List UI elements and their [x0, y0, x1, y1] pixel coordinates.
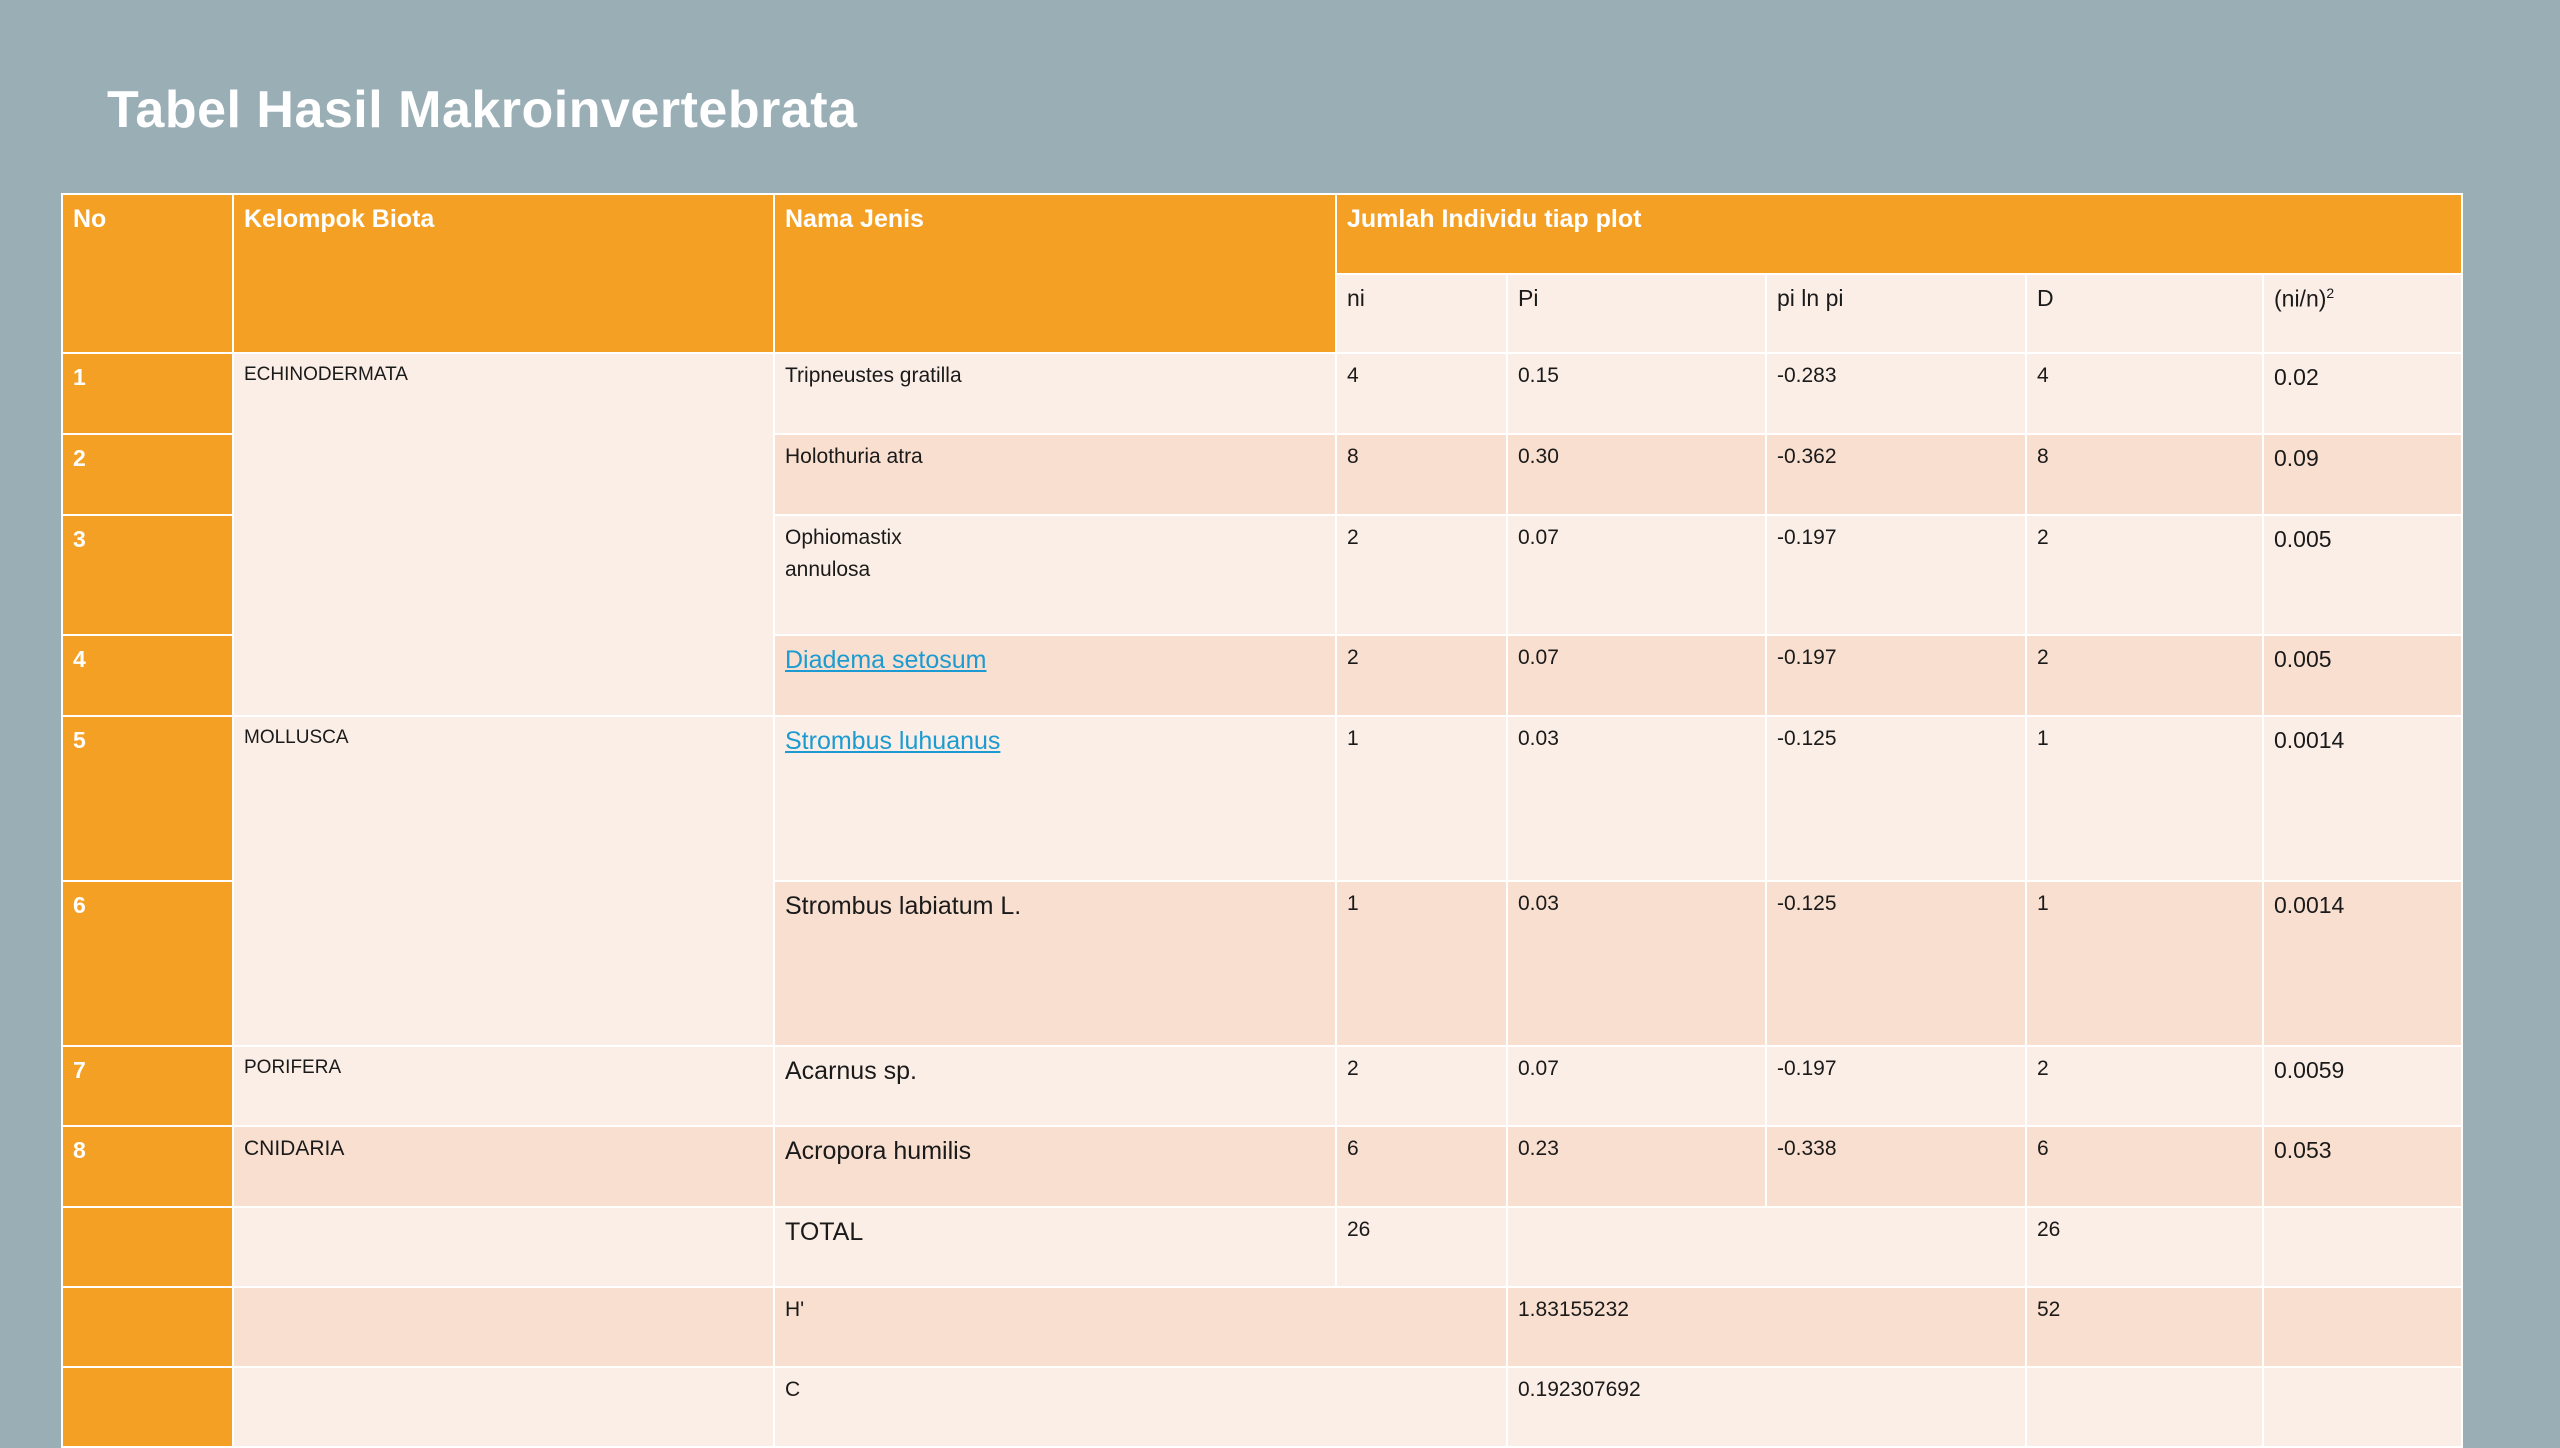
slide-title: Tabel Hasil Makroinvertebrata	[107, 81, 858, 139]
cell-ni: 8	[1336, 434, 1507, 515]
cell-ni-n-squared: 0.005	[2263, 635, 2462, 716]
species-link-strombus-luhuanus[interactable]: Strombus luhuanus	[785, 727, 1001, 755]
species-name: Holothuria atra	[774, 434, 1336, 515]
species-name: Tripneustes gratilla	[774, 353, 1336, 434]
row-number: 7	[62, 1046, 233, 1126]
cell-pi: 0.15	[1507, 353, 1766, 434]
cell-pi-ln-pi: -0.197	[1766, 1046, 2026, 1126]
cell-ni-n-squared: 0.005	[2263, 515, 2462, 635]
header-ni-n-base: (ni/n)	[2274, 285, 2327, 312]
species-name	[774, 635, 1336, 716]
group-porifera: PORIFERA	[233, 1046, 774, 1126]
cell-pi: 0.03	[1507, 716, 1766, 881]
cell-d: 2	[2026, 635, 2263, 716]
species-name	[774, 716, 1336, 881]
header-ni: ni	[1336, 274, 1507, 353]
cell-pi: 0.03	[1507, 881, 1766, 1046]
empty-cell	[2026, 1367, 2263, 1447]
cell-ni: 2	[1336, 1046, 1507, 1126]
cell-ni-n-squared: 0.02	[2263, 353, 2462, 434]
total-ni: 26	[1336, 1207, 1507, 1287]
cell-ni: 2	[1336, 515, 1507, 635]
empty-cell	[1507, 1207, 2026, 1287]
cell-pi-ln-pi: -0.125	[1766, 881, 2026, 1046]
cell-pi-ln-pi: -0.338	[1766, 1126, 2026, 1207]
cell-d: 6	[2026, 1126, 2263, 1207]
species-name: Acarnus sp.	[774, 1046, 1336, 1126]
diversity-index-row	[62, 1287, 2462, 1367]
empty-cell	[233, 1287, 774, 1367]
cell-pi: 0.07	[1507, 635, 1766, 716]
cell-d: 8	[2026, 434, 2263, 515]
table-row	[62, 353, 2462, 434]
header-pi-ln-pi: pi ln pi	[1766, 274, 2026, 353]
h-d-value: 52	[2026, 1287, 2263, 1367]
cell-pi: 0.30	[1507, 434, 1766, 515]
cell-ni-n-squared: 0.0014	[2263, 881, 2462, 1046]
results-table	[61, 193, 2463, 1448]
row-number-empty	[62, 1207, 233, 1287]
empty-cell	[233, 1207, 774, 1287]
cell-pi: 0.23	[1507, 1126, 1766, 1207]
species-name-line-2: annulosa	[785, 558, 871, 581]
header-pi: Pi	[1507, 274, 1766, 353]
header-jumlah-individu: Jumlah Individu tiap plot	[1336, 194, 2462, 274]
total-row	[62, 1207, 2462, 1287]
species-name: Strombus labiatum L.	[774, 881, 1336, 1046]
cell-pi-ln-pi: -0.283	[1766, 353, 2026, 434]
empty-cell	[2263, 1287, 2462, 1367]
row-number: 6	[62, 881, 233, 1046]
table-row	[62, 1126, 2462, 1207]
group-mollusca: MOLLUSCA	[233, 716, 774, 1046]
row-number: 8	[62, 1126, 233, 1207]
h-label: H'	[774, 1287, 1507, 1367]
cell-ni-n-squared: 0.053	[2263, 1126, 2462, 1207]
row-number-empty	[62, 1287, 233, 1367]
row-number: 2	[62, 434, 233, 515]
c-value: 0.192307692	[1507, 1367, 2026, 1447]
cell-pi-ln-pi: -0.362	[1766, 434, 2026, 515]
cell-ni: 4	[1336, 353, 1507, 434]
cell-pi-ln-pi: -0.125	[1766, 716, 2026, 881]
cell-d: 2	[2026, 515, 2263, 635]
species-name-line-1: Ophiomastix	[785, 526, 902, 549]
species-name: Acropora humilis	[774, 1126, 1336, 1207]
species-name	[774, 515, 1336, 635]
cell-ni-n-squared: 0.0014	[2263, 716, 2462, 881]
empty-cell	[2263, 1367, 2462, 1447]
cell-ni: 1	[1336, 716, 1507, 881]
header-ni-n-exponent: 2	[2326, 285, 2335, 301]
cell-d: 1	[2026, 716, 2263, 881]
total-label: TOTAL	[774, 1207, 1336, 1287]
cell-d: 2	[2026, 1046, 2263, 1126]
dominance-index-row	[62, 1367, 2462, 1447]
total-d: 26	[2026, 1207, 2263, 1287]
cell-ni: 1	[1336, 881, 1507, 1046]
row-number-empty	[62, 1367, 233, 1447]
cell-d: 1	[2026, 881, 2263, 1046]
row-number: 3	[62, 515, 233, 635]
cell-ni-n-squared: 0.09	[2263, 434, 2462, 515]
header-row	[62, 194, 2462, 274]
table-row	[62, 1046, 2462, 1126]
row-number: 4	[62, 635, 233, 716]
cell-ni: 6	[1336, 1126, 1507, 1207]
row-number: 5	[62, 716, 233, 881]
row-number: 1	[62, 353, 233, 434]
cell-ni-n-squared: 0.0059	[2263, 1046, 2462, 1126]
cell-pi-ln-pi: -0.197	[1766, 515, 2026, 635]
h-value: 1.83155232	[1507, 1287, 2026, 1367]
header-d: D	[2026, 274, 2263, 353]
header-no: No	[62, 194, 233, 353]
cell-d: 4	[2026, 353, 2263, 434]
cell-pi-ln-pi: -0.197	[1766, 635, 2026, 716]
group-cnidaria: CNIDARIA	[233, 1126, 774, 1207]
cell-pi: 0.07	[1507, 1046, 1766, 1126]
empty-cell	[233, 1367, 774, 1447]
group-echinodermata: ECHINODERMATA	[233, 353, 774, 716]
cell-ni: 2	[1336, 635, 1507, 716]
header-nama-jenis: Nama Jenis	[774, 194, 1336, 353]
c-label: C	[774, 1367, 1507, 1447]
table-row	[62, 716, 2462, 881]
empty-cell	[2263, 1207, 2462, 1287]
species-link-diadema-setosum[interactable]: Diadema setosum	[785, 646, 987, 674]
cell-pi: 0.07	[1507, 515, 1766, 635]
header-kelompok-biota: Kelompok Biota	[233, 194, 774, 353]
header-ni-n-squared	[2263, 274, 2462, 353]
